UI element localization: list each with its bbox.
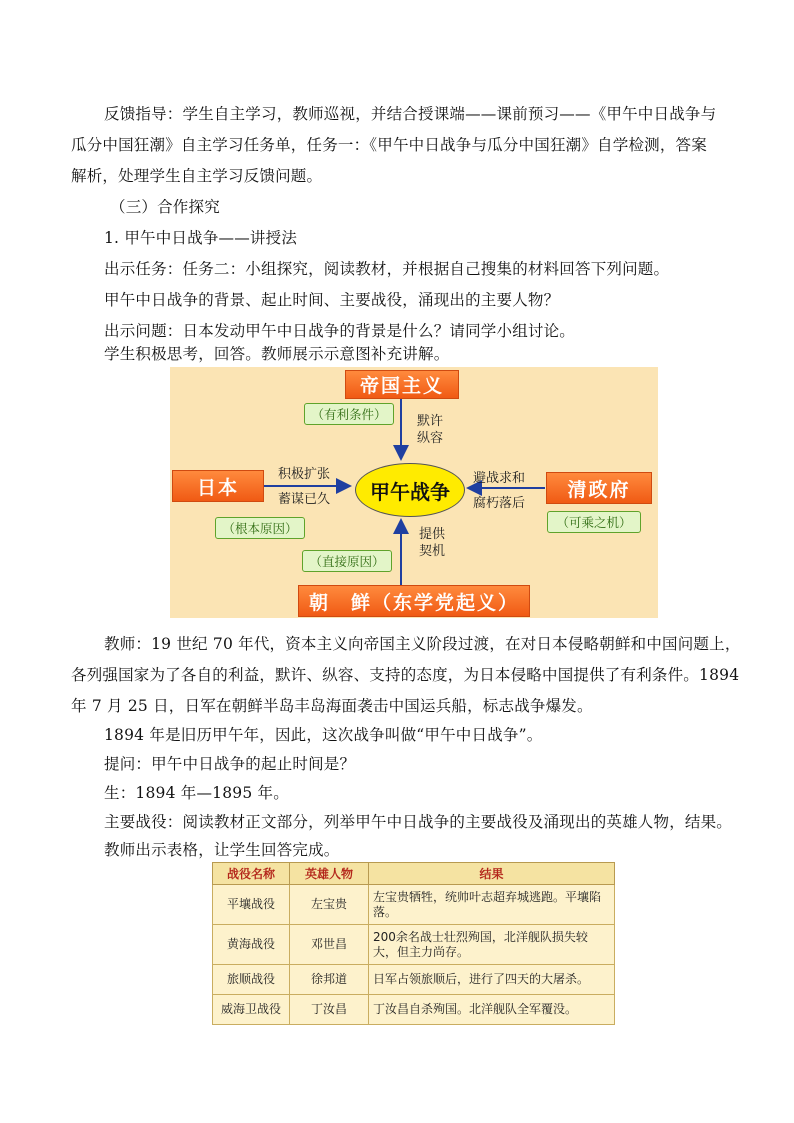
header-hero: 英雄人物	[290, 863, 369, 885]
tag-root-cause: （根本原因）	[215, 517, 305, 539]
table-row	[213, 925, 615, 965]
table-row	[213, 885, 615, 925]
cell-hero: 左宝贵	[290, 885, 369, 925]
subsection-heading: 1. 甲午中日战争——讲授法	[104, 229, 298, 247]
header-result: 结果	[369, 863, 615, 885]
tag-direct-cause: （直接原因）	[302, 550, 392, 572]
box-japan: 日本	[172, 470, 264, 502]
center-war-ellipse: 甲午战争	[355, 463, 465, 517]
battle-table	[212, 862, 615, 1025]
tag-opportunity: （可乘之机）	[547, 511, 641, 533]
header-battle-name: 战役名称	[213, 863, 290, 885]
table-header-row	[213, 863, 615, 885]
label-provide: 提供	[419, 527, 446, 542]
tag-favorable-condition: （有利条件）	[304, 403, 394, 425]
cell-hero: 邓世昌	[290, 925, 369, 965]
cell-battle-name: 平壤战役	[213, 885, 290, 925]
year-line: 1894 年是旧历甲午年，因此，这次战争叫做“甲午中日战争”。	[104, 726, 543, 744]
cell-battle-name: 威海卫战役	[213, 995, 290, 1025]
table-row	[213, 965, 615, 995]
paragraph-feedback-line-2: 瓜分中国狂潮》自主学习任务单，任务一：《甲午中日战争与瓜分中国狂潮》自学检测，答案	[71, 136, 707, 154]
teacher-line-3: 年 7 月 25 日，日军在朝鲜半岛丰岛海面袭击中国运兵船，标志战争爆发。	[71, 697, 593, 715]
label-decadent: 腐朽落后	[473, 496, 526, 511]
problem-line: 出示问题：日本发动甲午中日战争的背景是什么？请同学小组讨论。	[104, 322, 576, 340]
answer-line: 生：1894 年—1895 年。	[104, 784, 289, 802]
cause-diagram	[170, 367, 658, 618]
cell-hero: 徐邦道	[290, 965, 369, 995]
cell-result: 丁汝昌自杀殉国。北洋舰队全军覆没。	[369, 995, 615, 1025]
cell-result: 左宝贵牺牲，统帅叶志超弃城逃跑。平壤陷落。	[369, 885, 615, 925]
paragraph-feedback-line-3: 解析，处理学生自主学习反馈问题。	[71, 167, 323, 185]
paragraph-feedback-line-1: 反馈指导：学生自主学习，教师巡视，并结合授课端——课前预习——《甲午中日战争与	[104, 105, 717, 123]
cell-result: 200余名战士壮烈殉国，北洋舰队损失较大，但主力尚存。	[369, 925, 615, 965]
label-acquiesce: 默许	[417, 414, 444, 429]
student-line: 学生积极思考，回答。教师展示示意图补充讲解。	[104, 345, 450, 363]
label-connive: 纵容	[417, 431, 444, 446]
label-opportunity: 契机	[419, 544, 446, 559]
table-intro-line: 教师出示表格，让学生回答完成。	[104, 841, 340, 859]
cell-battle-name: 旅顺战役	[213, 965, 290, 995]
teacher-line-1: 教师：19 世纪 70 年代，资本主义向帝国主义阶段过渡，在对日本侵略朝鲜和中国问题上，	[104, 635, 741, 653]
battles-line: 主要战役：阅读教材正文部分，列举甲午中日战争的主要战役及涌现出的英雄人物，结果。	[104, 813, 733, 831]
ask-line: 提问：甲午中日战争的起止时间是？	[104, 755, 356, 773]
task-line: 出示任务：任务二：小组探究，阅读教材，并根据自己搜集的材料回答下列问题。	[104, 260, 670, 278]
question-line: 甲午中日战争的背景、起止时间、主要战役，涌现出的主要人物？	[104, 291, 560, 309]
label-long-plotted: 蓄谋已久	[278, 492, 331, 507]
cell-battle-name: 黄海战役	[213, 925, 290, 965]
label-avoid-war: 避战求和	[473, 471, 526, 486]
cell-hero: 丁汝昌	[290, 995, 369, 1025]
cell-result: 日军占领旅顺后，进行了四天的大屠杀。	[369, 965, 615, 995]
box-qing-government: 清政府	[546, 472, 652, 504]
teacher-line-2: 各列强国家为了各自的利益，默许、纵容、支持的态度，为日本侵略中国提供了有利条件。1894	[71, 666, 740, 684]
section-heading: （三）合作探究	[110, 198, 220, 216]
box-korea: 朝 鲜（东学党起义）	[298, 585, 530, 617]
table-row	[213, 995, 615, 1025]
box-imperialism: 帝国主义	[345, 370, 459, 399]
label-active-expansion: 积极扩张	[278, 467, 331, 482]
